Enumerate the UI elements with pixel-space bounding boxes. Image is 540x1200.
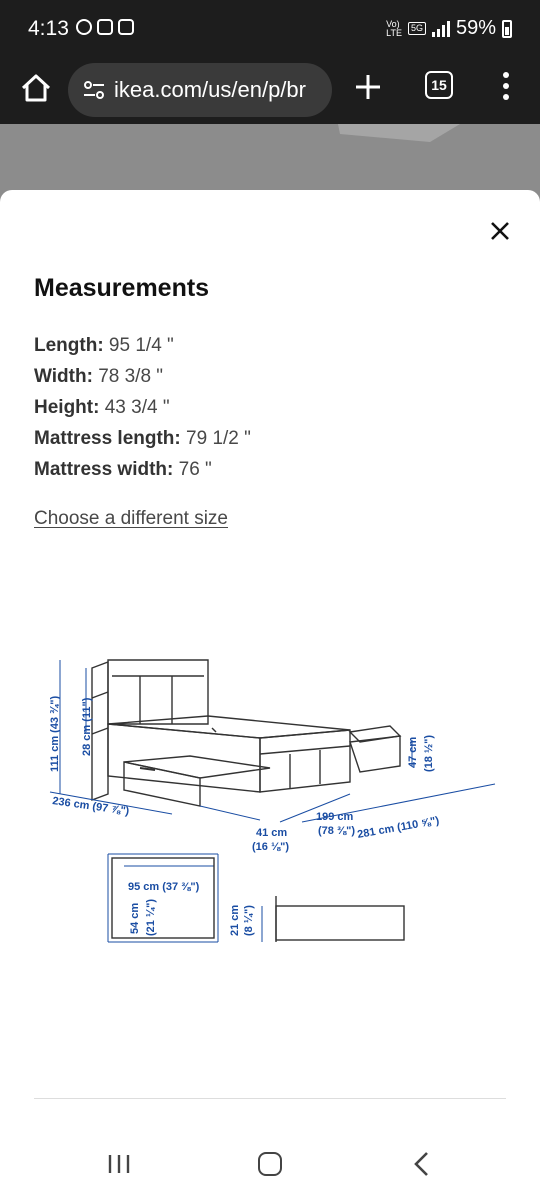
notification-icons xyxy=(76,19,134,35)
address-bar[interactable] xyxy=(68,63,332,117)
dim-width-inches: (78 ⅜") xyxy=(318,825,356,837)
back-button[interactable] xyxy=(410,1150,434,1178)
status-indicators xyxy=(386,17,512,40)
dim-gap-inches: (16 ⅛") xyxy=(252,841,290,853)
close-icon xyxy=(486,217,514,245)
dim-length: 236 cm (97 ⅞") xyxy=(51,795,130,818)
system-nav-bar xyxy=(0,1130,540,1200)
measurement-list xyxy=(34,330,251,485)
dim-drawer-depth: 54 cm xyxy=(129,902,141,934)
measurement-length: Length: 95 1/4 " xyxy=(34,335,174,356)
status-time: 4:13 xyxy=(28,17,69,40)
home-button[interactable] xyxy=(18,70,54,106)
measurements-sheet xyxy=(0,190,540,1200)
url-text[interactable]: ikea.com/us/en/p/br xyxy=(114,77,306,102)
battery-percentage: 59% xyxy=(455,17,496,39)
dimension-lines xyxy=(50,660,495,942)
home-icon xyxy=(18,70,54,106)
measurement-mattress-width: Mattress width: 76 " xyxy=(34,459,212,480)
dim-height-total: 111 cm (43 ¾") xyxy=(49,695,61,772)
recents-icon xyxy=(106,1152,132,1176)
dim-width: 199 cm xyxy=(316,811,354,823)
menu-dot-icon xyxy=(503,83,509,89)
divider xyxy=(34,1098,506,1099)
tab-switcher-button[interactable]: 15 xyxy=(425,71,453,99)
choose-size-link[interactable]: Choose a different size xyxy=(34,508,228,529)
measurement-mattress-length: Mattress length: 79 1/2 " xyxy=(34,428,251,449)
status-bar xyxy=(0,0,540,58)
signal-icon xyxy=(432,21,450,37)
dim-drawer-width: 95 cm (37 ⅜") xyxy=(128,881,200,893)
dim-side-height: 21 cm xyxy=(229,904,241,936)
dimension-diagram xyxy=(40,644,500,964)
browser-toolbar xyxy=(0,58,540,124)
dim-side-height-inches: (8 ¼") xyxy=(243,905,255,936)
dim-drawer-height-inches: (18 ½") xyxy=(423,734,435,772)
overflow-menu-button[interactable] xyxy=(496,70,516,102)
network-type-badge: 5G xyxy=(408,22,426,35)
plus-icon xyxy=(352,71,384,103)
site-settings-icon[interactable] xyxy=(82,80,106,100)
dim-drawer-depth-inches: (21 ¼") xyxy=(145,898,157,936)
sheet-title: Measurements xyxy=(34,274,210,302)
dim-drawer-height: 47 cm xyxy=(407,736,419,768)
battery-icon xyxy=(502,20,512,38)
dim-extended: 281 cm (110 ⅝") xyxy=(356,814,441,841)
volte-icon: Vo) LTE xyxy=(386,18,402,38)
close-button[interactable] xyxy=(486,217,514,245)
bed-line-drawing xyxy=(92,660,400,806)
new-tab-button[interactable] xyxy=(352,71,384,103)
dim-shelf-height: 28 cm (11") xyxy=(81,697,93,756)
dim-gap: 41 cm xyxy=(256,827,288,839)
image-icon xyxy=(118,19,134,35)
recent-apps-button[interactable] xyxy=(106,1152,132,1176)
measurement-height: Height: 43 3/4 " xyxy=(34,397,170,418)
menu-dot-icon xyxy=(503,72,509,78)
menu-dot-icon xyxy=(503,94,509,100)
home-nav-button[interactable] xyxy=(258,1152,282,1176)
measurement-width: Width: 78 3/8 " xyxy=(34,366,164,387)
back-icon xyxy=(410,1150,434,1178)
game-controller-icon xyxy=(97,19,113,35)
whatsapp-icon xyxy=(76,19,92,35)
